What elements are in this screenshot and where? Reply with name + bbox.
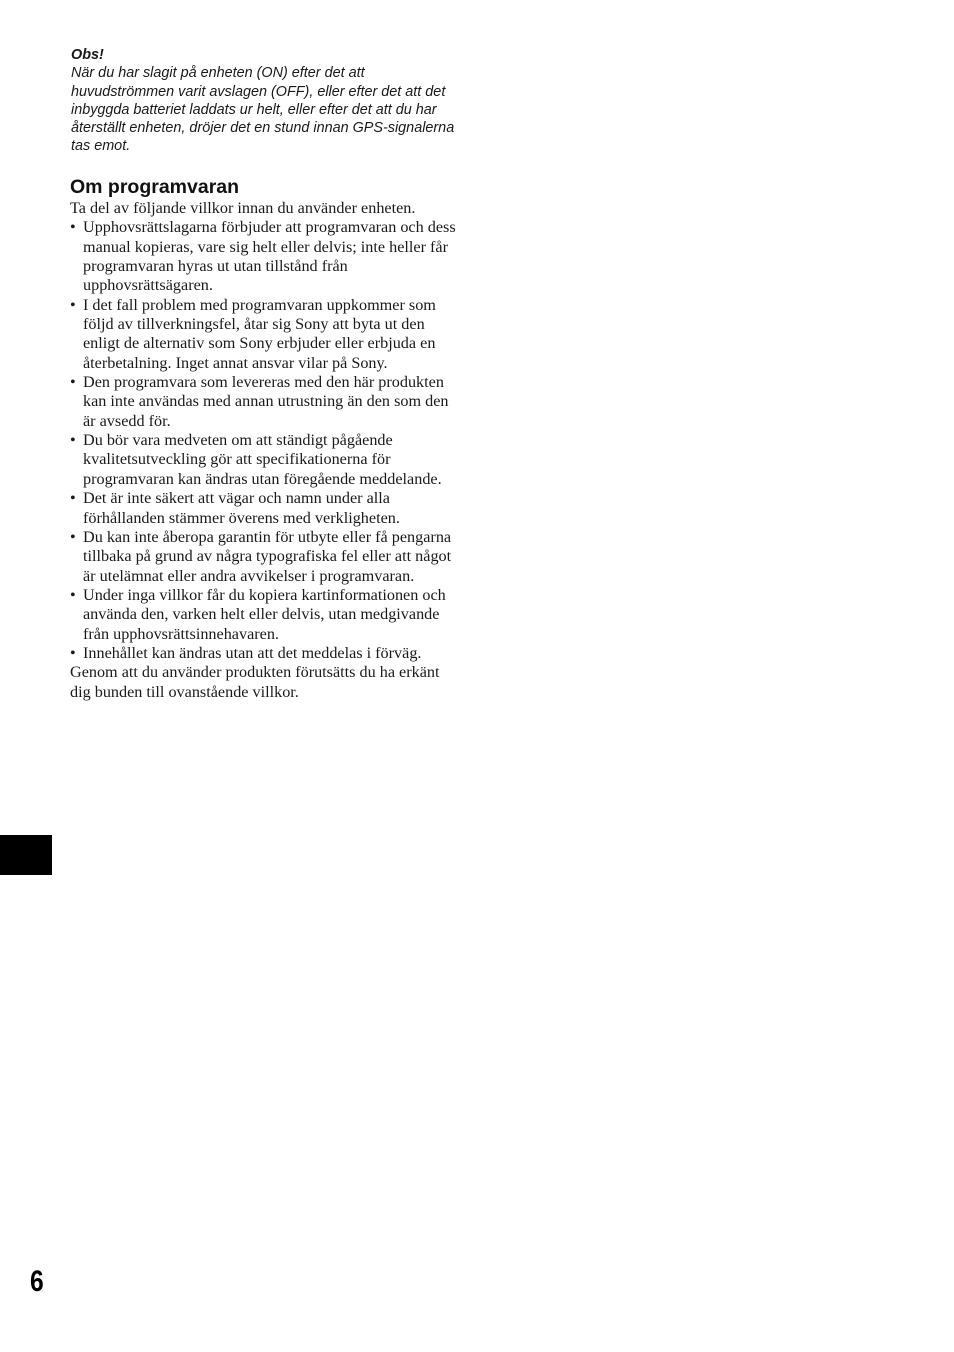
language-tab-marker: [0, 835, 52, 875]
section-intro: Ta del av följande villkor innan du använder enheten.: [70, 199, 416, 217]
note-text: När du har slagit på enheten (ON) efter det att huvudströmmen varit avslagen (OFF), eller efter det att det inbyggda batteriet laddats ur helt, eller efter det att du har återställt enheten, dröjer det en stund innan GPS-signalerna tas emot.: [71, 65, 455, 155]
list-item: [70, 431, 456, 489]
list-item: [70, 489, 456, 528]
bullet: •: [70, 489, 76, 508]
list-item: [70, 296, 456, 373]
list-item: [70, 373, 456, 431]
list-item-text: Den programvara som levereras med den här produkten kan inte användas med annan utrustning än den som den är avsedd för.: [83, 373, 449, 430]
list-item-text: Under inga villkor får du kopiera kartinformationen och använda den, varken helt eller delvis, utan medgivande från upphovsrättsinnehavaren.: [83, 585, 446, 643]
list-item-text: Du bör vara medveten om att ständigt pågående kvalitetsutveckling gör att specifikationerna för programvaran kan ändras utan föregående meddelande.: [83, 431, 442, 488]
page-number: 6: [30, 1265, 44, 1298]
bullet: •: [70, 585, 76, 604]
list-item: [70, 528, 456, 586]
list-item-text: Du kan inte åberopa garantin för utbyte eller få pengarna tillbaka på grund av några typografiska fel eller att något är utelämnat eller andra avvikelser i programvaran.: [83, 527, 452, 585]
software-section: [70, 175, 456, 702]
bullet: •: [70, 373, 76, 392]
list-item: [70, 644, 456, 663]
bullet: •: [70, 431, 76, 450]
section-closing: Genom att du använder produkten förutsätts du ha erkänt dig bunden till ovanstående villkor.: [70, 663, 440, 701]
terms-list: [70, 218, 456, 663]
note-label: Obs!: [71, 47, 104, 63]
list-item-text: Innehållet kan ändras utan att det meddelas i förväg.: [83, 643, 422, 662]
list-item-text: I det fall problem med programvaran uppkommer som följd av tillverkningsfel, åtar sig Sony att byta ut den enligt de alternativ som Sony erbjuder eller erbjuda en återbetalning. Inget annat ansvar vilar på Sony.: [83, 295, 436, 372]
bullet: •: [70, 527, 76, 546]
list-item-text: Upphovsrättslagarna förbjuder att programvaran och dess manual kopieras, vare sig helt eller delvis; inte heller får programvaran hyras ut utan tillstånd från upphovsrättsägaren.: [83, 218, 456, 295]
list-item: [70, 586, 456, 644]
list-item-text: Det är inte säkert att vägar och namn under alla förhållanden stämmer överens med verkligheten.: [83, 489, 400, 527]
bullet: •: [70, 643, 76, 662]
section-title: Om programvaran: [70, 176, 240, 198]
list-item: [70, 218, 456, 295]
bullet: •: [70, 295, 76, 314]
note-block: [71, 46, 456, 156]
bullet: •: [70, 218, 76, 237]
